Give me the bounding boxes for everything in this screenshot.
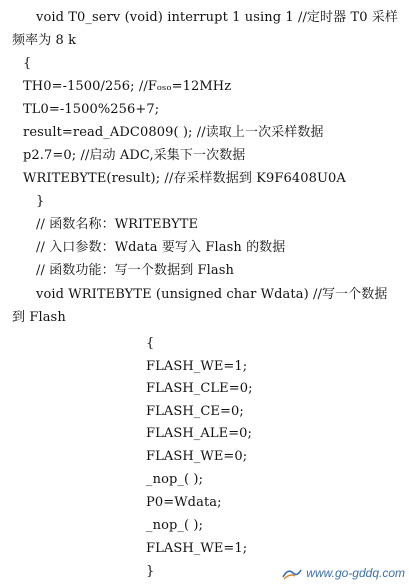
code-line-19: FLASH_ALE=0; (146, 426, 253, 441)
code-line-1: void T0_serv (void) interrupt 1 using 1 //定时器 T0 采样 (36, 10, 399, 25)
code-line-22: P0=Wdata; (146, 495, 222, 510)
code-line-3: { (23, 56, 32, 71)
code-line-4: TH0=-1500/256; //Fₒₛₒ=12MHz (23, 79, 232, 94)
code-line-6: result=read_ADC0809( ); //读取上一次采样数据 (23, 125, 324, 140)
code-line-7: p2.7=0; //启动 ADC,采集下一次数据 (23, 148, 246, 163)
code-line-12: // 函数功能：写一个数据到 Flash (36, 263, 234, 278)
code-line-24: FLASH_WE=1; (146, 541, 248, 556)
code-line-21: _nop_( ); (146, 472, 204, 487)
code-line-11: // 入口参数：Wdata 要写入 Flash 的数据 (36, 240, 286, 255)
code-line-13: void WRITEBYTE (unsigned char Wdata) //写一个数据 (36, 287, 388, 302)
code-line-5: TL0=-1500%256+7; (23, 102, 160, 117)
code-line-9: } (36, 194, 45, 209)
code-line-16: FLASH_WE=1; (146, 359, 248, 374)
code-line-18: FLASH_CE=0; (146, 404, 244, 419)
code-line-25: } (146, 564, 155, 579)
watermark (281, 566, 405, 581)
code-line-17: FLASH_CLE=0; (146, 381, 253, 396)
site-logo-icon (281, 567, 303, 581)
code-line-15: { (146, 336, 155, 351)
code-line-14: 到 Flash (12, 310, 66, 325)
code-line-20: FLASH_WE=0; (146, 449, 248, 464)
code-line-8: WRITEBYTE(result); //存采样数据到 K9F6408U0A (23, 171, 346, 186)
watermark-text: www.go-gddq.com (306, 566, 405, 581)
code-line-10: // 函数名称：WRITEBYTE (36, 217, 199, 232)
code-line-2: 频率为 8 k (12, 33, 77, 48)
code-line-23: _nop_( ); (146, 518, 204, 533)
